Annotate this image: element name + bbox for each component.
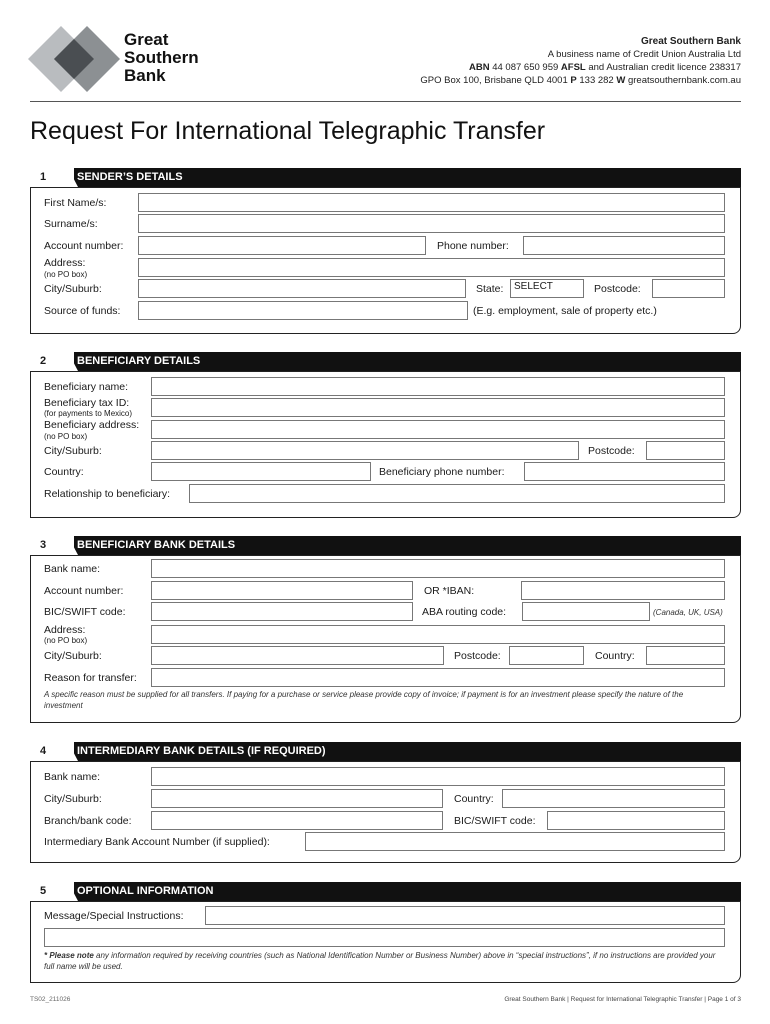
message-input-line-2[interactable]: [44, 928, 725, 947]
bank-address: GPO Box 100, Brisbane QLD 4001: [420, 75, 568, 86]
section-title: SENDER’S DETAILS: [77, 171, 183, 183]
beneficiary-postcode-label: Postcode:: [588, 445, 635, 457]
intermediary-bank-label: Bank name:: [44, 771, 101, 783]
section-title: OPTIONAL INFORMATION: [77, 885, 214, 897]
bank-details: [420, 35, 741, 87]
relationship-label: Relationship to beneficiary:: [44, 488, 171, 500]
state-select[interactable]: [510, 279, 584, 298]
surname-input[interactable]: [138, 214, 725, 233]
bank-abn-line: [420, 61, 741, 74]
beneficiary-name-input[interactable]: [151, 377, 725, 396]
aba-label: ABA routing code:: [422, 606, 507, 618]
please-note-text: any information required by receiving countries (such as National Identification Number or Business Number) above in “special instructions”, if no instructions are provided your full name will be used.: [44, 951, 716, 971]
bank-city-label: City/Suburb:: [44, 650, 102, 662]
afsl-label: AFSL: [560, 62, 586, 73]
web-value: greatsouthernbank.com.au: [627, 75, 741, 86]
city-input[interactable]: [138, 279, 466, 298]
iban-label: OR *IBAN:: [424, 585, 475, 597]
first-name-label: First Name/s:: [44, 197, 107, 209]
first-name-input[interactable]: [138, 193, 725, 212]
intermediary-city-label: City/Suburb:: [44, 793, 102, 805]
bank-business-name: A business name of Credit Union Australia Ltd: [547, 49, 741, 60]
beneficiary-tax-input[interactable]: [151, 398, 725, 417]
intermediary-swift-input[interactable]: [547, 811, 725, 830]
message-label: Message/Special Instructions:: [44, 910, 184, 922]
bank-account-label: Account number:: [44, 585, 124, 597]
reason-note: A specific reason must be supplied for all transfers. If paying for a purchase or service please provide copy of invoice; if payment is for an investment please specify the nature of the investment: [44, 690, 684, 710]
state-select-value: SELECT: [514, 281, 553, 292]
section-5-header: [30, 882, 741, 901]
footer-page-info: Great Southern Bank | Request for International Telegraphic Transfer | Page 1 of 3: [504, 996, 741, 1003]
logo: [28, 26, 120, 92]
intermediary-bank-input[interactable]: [151, 767, 725, 786]
footer-code: TS02_211026: [30, 996, 71, 1003]
surname-label: Surname/s:: [44, 218, 98, 230]
beneficiary-tax-sublabel: (for payments to Mexico): [44, 409, 133, 418]
reason-label: Reason for transfer:: [44, 672, 137, 684]
branch-code-input[interactable]: [151, 811, 443, 830]
logo-word: Great: [124, 30, 169, 49]
bank-name-label: Bank name:: [44, 563, 101, 575]
beneficiary-address-label: Beneficiary address:: [44, 419, 140, 431]
branch-code-label: Branch/bank code:: [44, 815, 132, 827]
section-1-header: [30, 168, 741, 187]
source-of-funds-label: Source of funds:: [44, 305, 121, 317]
phone-number-input[interactable]: [523, 236, 725, 255]
abn-label: ABN: [468, 62, 490, 73]
afsl-value: and Australian credit licence 238317: [588, 62, 741, 73]
beneficiary-tax-label: Beneficiary tax ID:: [44, 397, 130, 409]
logo-word: Bank: [124, 66, 166, 85]
bank-address-label: Address:: [44, 624, 86, 636]
intermediary-swift-label: BIC/SWIFT code:: [454, 815, 536, 827]
phone-value: 133 282: [579, 75, 614, 86]
web-label: W: [616, 75, 626, 86]
section-number: 4: [30, 742, 74, 761]
bank-city-input[interactable]: [151, 646, 444, 665]
address-label: Address:: [44, 257, 86, 269]
bank-name-input[interactable]: [151, 559, 725, 578]
bank-address-sublabel: (no PO box): [44, 636, 88, 645]
beneficiary-city-label: City/Suburb:: [44, 445, 102, 457]
section-number: 3: [30, 536, 74, 555]
address-sublabel: (no PO box): [44, 270, 88, 279]
bank-postcode-input[interactable]: [509, 646, 584, 665]
beneficiary-country-input[interactable]: [151, 462, 371, 481]
intermediary-account-input[interactable]: [305, 832, 725, 851]
iban-input[interactable]: [521, 581, 725, 600]
section-4-header: [30, 742, 741, 761]
logo-wordmark: [124, 31, 199, 85]
swift-input[interactable]: [151, 602, 413, 621]
source-of-funds-hint: (E.g. employment, sale of property etc.): [473, 305, 657, 317]
city-label: City/Suburb:: [44, 283, 102, 295]
page-title: Request For International Telegraphic Transfer: [30, 117, 546, 145]
intermediary-country-label: Country:: [454, 793, 494, 805]
message-input[interactable]: [205, 906, 725, 925]
swift-label: BIC/SWIFT code:: [44, 606, 126, 618]
please-note: [44, 950, 724, 972]
bank-name: Great Southern Bank: [640, 36, 741, 47]
beneficiary-address-sublabel: (no PO box): [44, 432, 88, 441]
section-2-header: [30, 352, 741, 371]
bank-country-label: Country:: [595, 650, 635, 662]
beneficiary-name-label: Beneficiary name:: [44, 381, 129, 393]
source-of-funds-input[interactable]: [138, 301, 468, 320]
beneficiary-city-input[interactable]: [151, 441, 579, 460]
state-label: State:: [476, 283, 504, 295]
section-title: BENEFICIARY BANK DETAILS: [77, 539, 236, 551]
phone-number-label: Phone number:: [437, 240, 509, 252]
address-input[interactable]: [138, 258, 725, 277]
logo-word: Southern: [124, 48, 199, 67]
section-3-header: [30, 536, 741, 555]
section-number: 1: [30, 168, 74, 187]
bank-address-input[interactable]: [151, 625, 725, 644]
header-divider: [30, 101, 741, 102]
bank-account-input[interactable]: [151, 581, 413, 600]
relationship-input[interactable]: [189, 484, 725, 503]
intermediary-account-label: Intermediary Bank Account Number (if supplied):: [44, 836, 270, 848]
abn-value: 44 087 650 959: [492, 62, 559, 73]
postcode-input[interactable]: [652, 279, 725, 298]
beneficiary-address-input[interactable]: [151, 420, 725, 439]
logo-diamond-icon: [28, 26, 120, 92]
intermediary-country-input[interactable]: [502, 789, 725, 808]
beneficiary-phone-input[interactable]: [524, 462, 725, 481]
account-number-input[interactable]: [138, 236, 426, 255]
phone-label: P: [570, 75, 577, 86]
intermediary-city-input[interactable]: [151, 789, 443, 808]
please-note-bold: * Please note: [44, 951, 94, 960]
section-number: 2: [30, 352, 74, 371]
section-number: 5: [30, 882, 74, 901]
beneficiary-country-label: Country:: [44, 466, 84, 478]
aba-note: (Canada, UK, USA): [653, 608, 723, 617]
reason-input[interactable]: [151, 668, 725, 687]
section-title: INTERMEDIARY BANK DETAILS (IF REQUIRED): [77, 745, 326, 757]
account-number-label: Account number:: [44, 240, 124, 252]
beneficiary-phone-label: Beneficiary phone number:: [379, 466, 505, 478]
section-title: BENEFICIARY DETAILS: [77, 355, 201, 367]
bank-postcode-label: Postcode:: [454, 650, 501, 662]
aba-input[interactable]: [522, 602, 650, 621]
bank-contact-line: [420, 74, 741, 87]
postcode-label: Postcode:: [594, 283, 641, 295]
beneficiary-postcode-input[interactable]: [646, 441, 725, 460]
bank-country-input[interactable]: [646, 646, 725, 665]
